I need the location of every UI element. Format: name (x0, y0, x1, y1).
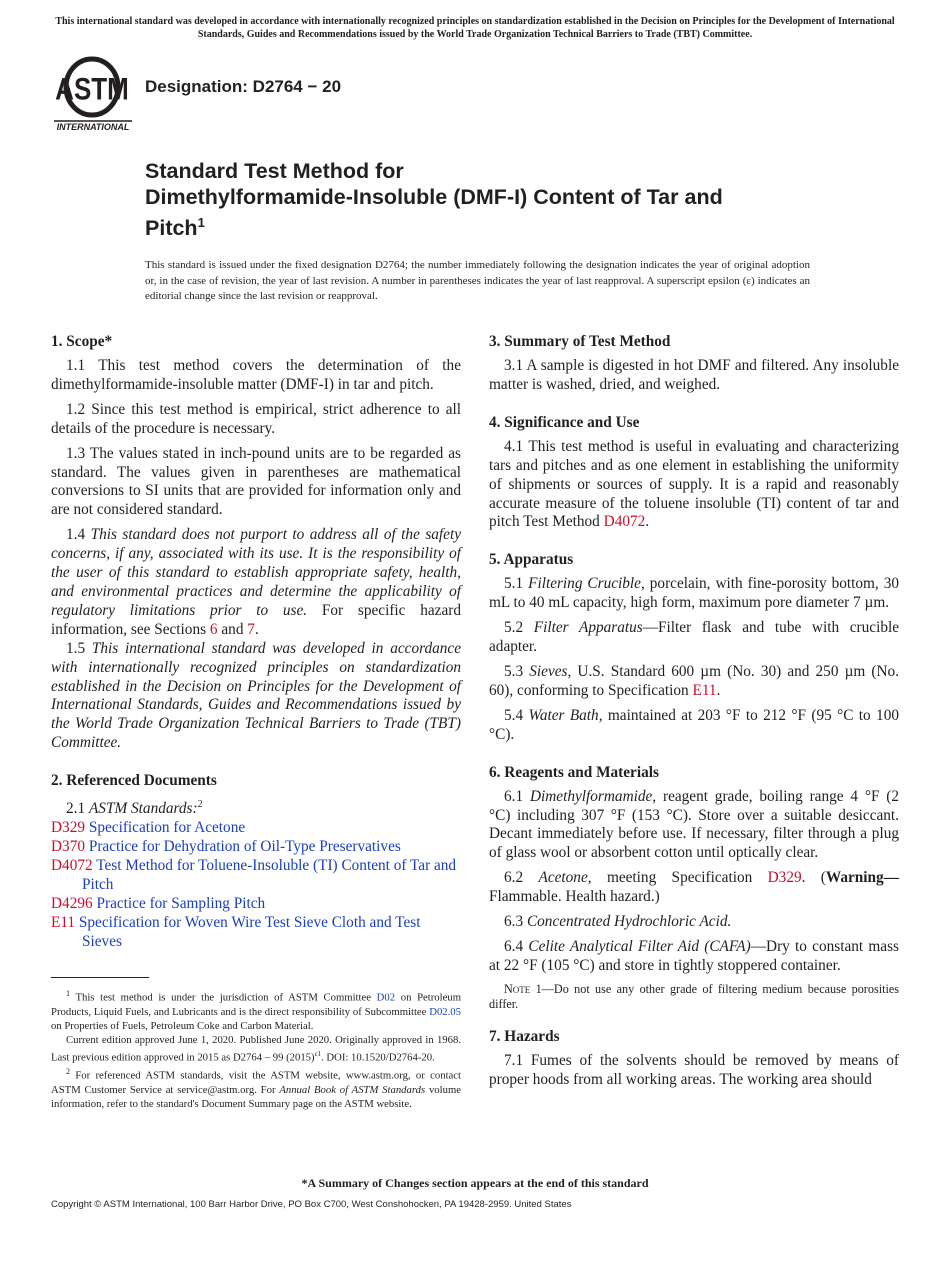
para-italic: Filter Apparatus (533, 619, 643, 637)
reference-item[interactable] (51, 914, 461, 952)
right-column (489, 332, 899, 1108)
footnote-marker: 2 (66, 1067, 70, 1077)
para-italic: This standard does not purport to address all of the safety concerns, if any, associated with its use. It is the responsibility of the user of this standard to establish appropriate safety, health, and environmental practices and determine the applicability of regulatory limitations prior to use. (51, 526, 462, 619)
paragraph (489, 869, 899, 907)
para-text: —Filter flask and tube with crucible adapter. (489, 619, 900, 656)
subcommittee-link[interactable]: D02.05 (429, 1005, 461, 1018)
reference-code[interactable]: D4072 (51, 856, 93, 874)
svg-text:ASTM: ASTM (55, 72, 129, 108)
reference-code[interactable]: D370 (51, 838, 85, 856)
para-number: 6.1 (504, 787, 524, 805)
footnote-2 (51, 1065, 461, 1111)
para-text: porcelain, with fine-porosity bottom, 30 mL to 40 mL capacity, high form, maximum pore diameter 7 µm. (489, 575, 899, 612)
para-italic: Dimethylformamide, (529, 787, 657, 805)
para-italic: Concentrated Hydrochloric Acid. (526, 913, 732, 931)
reference-code[interactable]: E11 (51, 913, 76, 931)
footnote-marker: 1 (66, 989, 70, 998)
footnote-text: For referenced ASTM standards, visit the ASTM website, www.astm.org, or contact ASTM Customer Service at service@astm.org. For (51, 1069, 461, 1096)
reference-item[interactable] (51, 895, 461, 914)
para-text: . ( (801, 869, 826, 887)
title-line-2: Dimethylformamide-Insoluble (DMF-I) Content of Tar and (145, 185, 723, 209)
reference-link[interactable]: D329 (767, 869, 802, 887)
document-title (145, 158, 835, 241)
section-referenced-documents (51, 771, 461, 951)
para-text: meeting Specification (606, 869, 753, 887)
title-footnote-ref[interactable]: 1 (197, 215, 205, 230)
paragraph: 1.2 Since this test method is empirical, strict adherence to all details of the procedure is necessary. (51, 400, 461, 437)
footnote-italic: Annual Book of ASTM Standards (279, 1083, 426, 1096)
epsilon-marker: ε1 (314, 1050, 322, 1059)
section-heading: 4. Significance and Use (489, 413, 640, 431)
reference-link[interactable]: D4072 (603, 513, 646, 531)
note-text: —Do not use any other grade of filtering medium because porosities differ. (489, 981, 900, 1012)
section-hazards (489, 1027, 899, 1090)
section-heading: 5. Apparatus (489, 551, 574, 569)
para-number: 1.5 (66, 639, 86, 657)
reference-title[interactable]: Specification for Acetone (88, 819, 246, 837)
para-number: 6.2 (504, 869, 524, 887)
footnote-ref[interactable]: 2 (197, 799, 203, 811)
para-number: 5.4 (504, 706, 524, 724)
para-italic: Celite Analytical Filter Aid (CAFA) (528, 937, 751, 955)
reference-code[interactable]: D4296 (51, 894, 93, 912)
paragraph: 1.3 The values stated in inch-pound units are to be regarded as standard. The values given in parentheses are mathematical conversions to SI units that are provided for information only and are not considered standard. (51, 444, 461, 519)
para-text: Flammable. Health hazard.) (489, 888, 660, 906)
para-text: —Dry to constant mass at 22 °F (105 °C) and store in tightly stoppered container. (489, 937, 899, 974)
reference-title[interactable]: Test Method for Toluene-Insoluble (TI) Content of Tar and Pitch (82, 856, 457, 893)
para-text: maintained at 203 °F to 212 °F (95 °C to 100 °C). (489, 706, 899, 743)
para-number: 2.1 (66, 800, 86, 818)
section-link[interactable]: 7 (247, 620, 255, 638)
reference-title[interactable]: Practice for Sampling Pitch (96, 894, 266, 912)
para-italic: Water Bath, (528, 706, 603, 724)
paragraph (489, 913, 899, 932)
para-italic: Filtering Crucible, (528, 575, 645, 593)
section-link[interactable]: 6 (209, 620, 218, 638)
para-number: 6.4 (504, 937, 524, 955)
logo-text: INTERNATIONAL (56, 122, 130, 132)
section-heading: 7. Hazards (489, 1027, 560, 1045)
paragraph (489, 707, 899, 745)
para-text: 4.1 This test method is useful in evaluating and characterizing tars and pitches and as one element in establishing the uniformity of shipments or sources of supply. It is a rapid and reasonably accurate measure of the toluene insoluble (TI) content of tar and pitch Test Method (489, 437, 899, 531)
reference-title[interactable]: Practice for Dehydration of Oil-Type Preservatives (88, 838, 401, 856)
reference-title[interactable]: Specification for Woven Wire Test Sieve Cloth and Test Sieves (78, 913, 421, 950)
paragraph (489, 938, 899, 976)
title-line-3: Pitch (145, 216, 198, 241)
paragraph: 3.1 A sample is digested in hot DMF and filtered. Any insoluble matter is washed, dried, and weighed. (489, 357, 899, 393)
footnotes (51, 987, 461, 1111)
astm-logo (52, 55, 134, 133)
para-italic: Acetone, (538, 869, 592, 887)
copyright-line: Copyright © ASTM International, 100 Barr Harbor Drive, PO Box C700, West Conshohocken, PA 19428-2959. United States (51, 1199, 572, 1210)
footnote-1-approval (51, 1033, 461, 1065)
para-text: . (254, 620, 259, 638)
title-line-1: Standard Test Method for (145, 159, 404, 183)
reference-item[interactable] (51, 819, 461, 838)
section-apparatus (489, 550, 899, 744)
para-text: . (645, 513, 650, 531)
para-text: . (716, 681, 721, 699)
paragraph: 7.1 Fumes of the solvents should be removed by means of proper hoods from all working areas. The working area should (489, 1051, 899, 1088)
footnote-divider (51, 977, 149, 978)
reference-item[interactable] (51, 857, 461, 895)
paragraph (489, 788, 899, 864)
para-number: 5.1 (504, 575, 524, 593)
paragraph (489, 663, 899, 701)
reference-item[interactable] (51, 838, 461, 857)
issuance-statement: This standard is issued under the fixed designation D2764; the number immediately following the designation indicates the year of original adoption or, in the case of revision, the year of last revision. A number in parentheses indicates the year of last reapproval. A superscript epsilon (ε) indicates an editorial change since the last revision or reapproval. (145, 259, 810, 302)
reference-code[interactable]: D329 (51, 819, 85, 837)
para-text: For specific hazard information, see Sections (51, 601, 462, 638)
footnote-text: Current edition approved June 1, 2020. Published June 2020. Originally approved in 1968. Last previous edition approved in 2015 as D2764 – 99 (2015) (51, 1034, 461, 1064)
section-reagents (489, 763, 899, 1013)
footnote-text: on Properties of Fuels, Petroleum Coke and Carbon Material. (51, 1019, 314, 1032)
warning-label: Warning— (825, 869, 900, 887)
para-text: and (221, 620, 244, 638)
note-label: Note 1 (504, 981, 542, 996)
left-column (51, 332, 461, 969)
para-number: 5.2 (504, 619, 524, 637)
paragraph (51, 796, 461, 819)
summary-of-changes-note: *A Summary of Changes section appears at the end of this standard (301, 1176, 649, 1190)
paragraph (51, 640, 461, 753)
footnote-1 (51, 987, 461, 1033)
section-significance (489, 413, 899, 533)
designation: Designation: D2764 − 20 (145, 77, 342, 96)
paragraph (489, 575, 899, 613)
paragraph: 1.1 This test method covers the determination of the dimethylformamide-insoluble matter (DMF-I) in tar and pitch. (51, 357, 461, 393)
section-summary (489, 332, 899, 395)
para-text: U.S. Standard 600 µm (No. 30) and 250 µm (No. 60), conforming to Specification (489, 662, 900, 699)
section-heading: 6. Reagents and Materials (489, 763, 659, 781)
footnote-text: on Petroleum Products, Liquid Fuels, and Lubricants and is the direct responsibility of Subcommittee (51, 991, 462, 1018)
paragraph (489, 619, 899, 657)
para-number: 6.3 (504, 913, 524, 931)
para-italic: Sieves, (529, 662, 572, 680)
para-number: 5.3 (504, 662, 524, 680)
footnote-text: This test method is under the jurisdiction of ASTM Committee (75, 991, 371, 1004)
para-number: 1.4 (66, 526, 86, 544)
footnote-text: . DOI: 10.1520/D2764-20. (321, 1051, 435, 1064)
para-italic: ASTM Standards: (88, 800, 198, 818)
section-heading: 2. Referenced Documents (51, 772, 217, 790)
para-italic: This international standard was developed in accordance with internationally recognized principles on standardization established in the Decision on Principles for the Development of International Standards, Guides and Recommendations issued by the World Trade Organization Technical Barriers to Trade (TBT) Committee. (51, 639, 461, 752)
committee-link[interactable]: D02 (376, 991, 396, 1004)
para-text: reagent grade, boiling range 4 °F (2 °C) including 307 °F (153 °C). Store over a suitable desiccant. Decant immediately before use. If necessary, filter through a plug of glass wool or absorbent cotton until optically clear. (489, 787, 900, 862)
tbt-notice: This international standard was developed in accordance with internationally recognized principles on standardization established in the Decision on Principles for the Development of International Standards, Guides and Recommendations issued by the World Trade Organization Technical Barriers to Trade (TBT) Committee. (55, 16, 895, 40)
section-heading: 1. Scope* (51, 333, 113, 350)
section-scope (51, 332, 461, 753)
section-heading: 3. Summary of Test Method (489, 333, 671, 350)
reference-link[interactable]: E11 (692, 681, 717, 699)
paragraph (51, 526, 461, 639)
paragraph (489, 438, 899, 533)
footnote-text: volume information, refer to the standard's Document Summary page on the ASTM website. (51, 1083, 461, 1111)
note-1 (489, 982, 899, 1013)
